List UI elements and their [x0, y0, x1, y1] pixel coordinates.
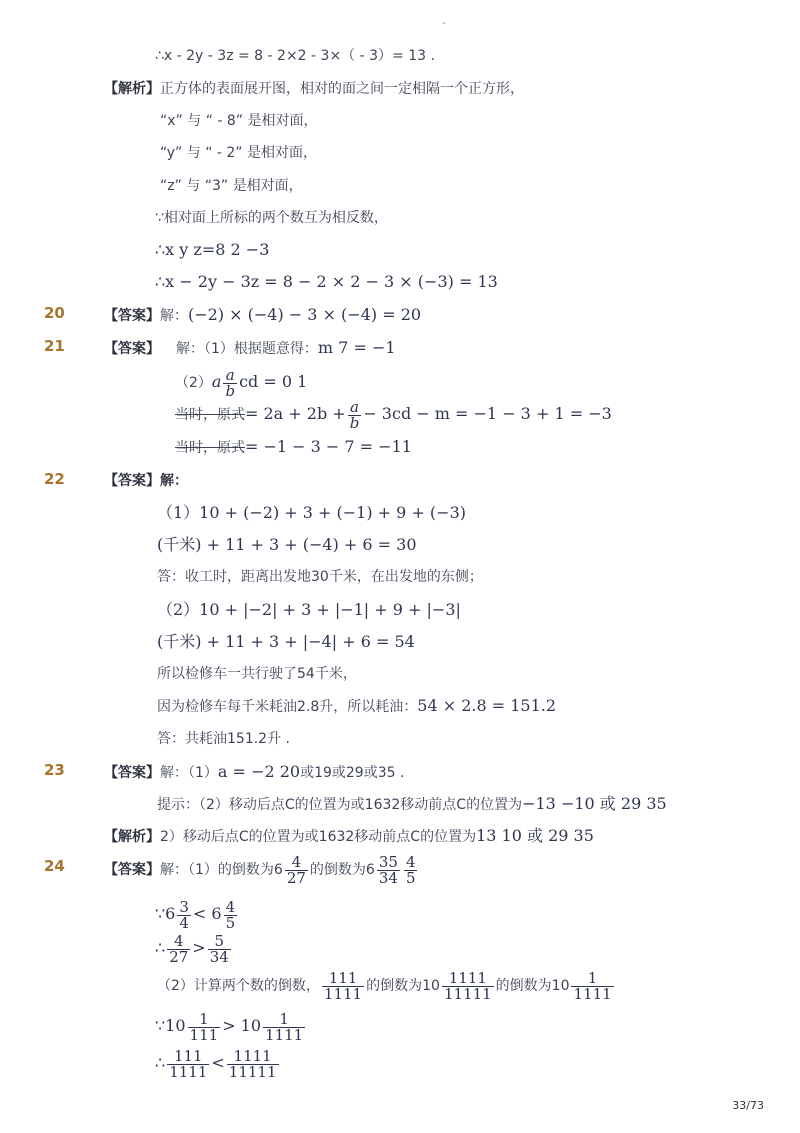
header-mark: -: [442, 16, 446, 29]
question-number-22: 22: [44, 470, 65, 488]
q22-line-8: 答：共耗油151.2升 .: [157, 731, 290, 747]
numerator: 1: [587, 968, 598, 987]
q24-l2-pre: ∵6: [155, 904, 176, 923]
q24-l6-pre: ∴: [155, 1053, 166, 1072]
q24-l4-mid1: 的倒数为10: [366, 978, 440, 994]
q24-line-2: [155, 896, 239, 933]
q23-line-3: [104, 826, 594, 847]
pair-z-line: “z” 与 “3” 是相对面，: [160, 178, 303, 194]
fraction-111-1111: [167, 1046, 209, 1081]
fraction-1-1111: [571, 968, 613, 1003]
fraction-111-1111: [322, 968, 364, 1003]
denominator: b: [349, 413, 360, 432]
analysis-intro: [104, 79, 524, 99]
q24-l5-pre: ∵10: [155, 1016, 186, 1035]
question-number-23: 23: [44, 761, 65, 779]
analysis-tag: 【解析】: [104, 81, 160, 97]
q21-l4-expr: = −1 − 3 − 7 = −11: [245, 437, 412, 456]
question-number-24: 24: [44, 857, 65, 875]
denominator: 1111: [573, 984, 612, 1003]
q23-l1-text: 解：（1）: [160, 765, 218, 781]
q23-l1-expr: a = −2 20: [217, 762, 301, 781]
q24-line-5: [155, 1008, 307, 1045]
q24-l1-text: 解：（1）的倒数为6: [160, 862, 283, 878]
q24-line-4: [157, 968, 616, 1004]
q21-line-4: [175, 437, 412, 458]
fraction-4-27: [285, 852, 308, 887]
q22-line-6: 所以检修车一共行驶了54千米，: [157, 666, 357, 682]
denominator: 34: [209, 947, 229, 966]
denominator: 1111: [323, 984, 363, 1003]
q22-line-5: (千米) + 11 + 3 + |−4| + 6 = 54: [157, 632, 415, 651]
fraction-a-over-b: [223, 365, 237, 400]
q22-l7-expr: 54 × 2.8 = 151.2: [417, 696, 557, 715]
denominator: 11111: [228, 1062, 277, 1081]
q23-line-2: [157, 794, 667, 815]
q23-l2-text: 提示：（2）移动后点C的位置为或1632移动前点C的位置为: [157, 797, 523, 813]
q22-line-1: （1）10 + (−2) + 3 + (−1) + 9 + (−3): [157, 503, 467, 522]
q22-l7-text: 因为检修车每千米耗油2.8升，所以耗油：: [157, 699, 418, 715]
q21-l2-a: a: [211, 372, 222, 391]
q24-l4-text: （2）计算两个数的倒数，: [157, 978, 320, 994]
numerator: 4: [225, 897, 236, 916]
q21-l4-text: 当时，原式: [175, 440, 245, 456]
denominator: 34: [378, 868, 398, 887]
numerator: 111: [173, 1046, 203, 1065]
q22-line-4: （2）10 + |−2| + 3 + |−1| + 9 + |−3|: [157, 600, 461, 619]
analysis-tag: 【解析】: [104, 829, 160, 845]
q24-line-6: [155, 1045, 281, 1082]
denominator: 111: [189, 1025, 219, 1044]
q21-l2-expr: cd = 0 1: [239, 372, 308, 391]
answer-tag: 【答案】: [104, 473, 160, 489]
numerator: a: [225, 365, 235, 384]
derivation-line-1: ∴x - 2y - 3z = 8 - 2×2 - 3×（ - 3）= 13 .: [155, 48, 435, 64]
page-number: 33/73: [732, 1099, 764, 1112]
numerator: 4: [291, 852, 302, 871]
fraction-1111-11111: [227, 1046, 279, 1081]
answer-tag: 【答案】: [104, 308, 160, 324]
question-number-20: 20: [44, 304, 65, 322]
denominator: 1111: [169, 1062, 208, 1081]
fraction-5-34: [208, 931, 231, 966]
q21-l1-text: 解：（1）根据题意得：: [176, 341, 318, 357]
fraction-1-111: [188, 1009, 221, 1044]
q23-line-1: [104, 762, 404, 783]
q21-line-3: [175, 398, 612, 431]
q24-l3-pre: ∴: [155, 938, 166, 957]
q22-header: [104, 471, 188, 491]
denominator: 4: [179, 913, 189, 932]
q20-jie: 解：: [160, 308, 188, 324]
q22-line-3: 答：收工时，距离出发地30千米，在出发地的东侧；: [157, 569, 483, 585]
numerator: 5: [214, 931, 224, 950]
numerator: 1: [199, 1009, 209, 1028]
pair-x-line: “x” 与 “ - 8” 是相对面，: [160, 113, 318, 129]
fraction-35-34: [377, 852, 400, 887]
q21-line-2: [175, 366, 307, 399]
q24-l4-mid2: 的倒数为10: [495, 978, 570, 994]
q23-l2-expr: −13 −10 或 29 35: [522, 794, 667, 813]
fraction-3-4: [177, 897, 191, 932]
numerator: 111: [328, 968, 358, 987]
q21-l1-expr: m 7 = −1: [317, 338, 396, 357]
q24-l3-mid: >: [192, 938, 206, 957]
q21-l3-expr2: − 3cd − m = −1 − 3 + 1 = −3: [363, 404, 612, 423]
fraction-1-1111: [263, 1009, 305, 1044]
fraction-4-5: [404, 852, 418, 887]
denominator: 11111: [443, 984, 492, 1003]
denominator: b: [225, 381, 236, 400]
fraction-a-over-b: [348, 397, 362, 432]
q23-l1-tail: 或19或29或35 .: [300, 765, 405, 781]
q24-l6-mid: <: [211, 1053, 225, 1072]
denominator: 27: [169, 947, 189, 966]
denominator: 5: [225, 913, 236, 932]
q24-l2-mid: < 6: [192, 904, 222, 923]
numerator: a: [350, 397, 359, 416]
fraction-4-5: [224, 897, 238, 932]
denominator: 27: [286, 868, 306, 887]
numerator: 35: [378, 852, 398, 871]
q24-line-1: [104, 852, 419, 888]
numerator: 4: [405, 852, 416, 871]
numerator: 4: [173, 931, 184, 950]
values-line: ∴x y z=8 2 −3: [155, 240, 270, 259]
q23-l3-text: 2）移动后点C的位置为或1632移动前点C的位置为: [160, 829, 477, 845]
q24-l1-mid: 的倒数为6: [309, 862, 375, 878]
answer-tag: 【答案】: [104, 765, 160, 781]
q20-answer: [104, 305, 421, 326]
q20-expression: (−2) × (−4) − 3 × (−4) = 20: [188, 305, 422, 324]
numerator: 1111: [448, 968, 487, 987]
numerator: 1111: [233, 1046, 272, 1065]
result-line: ∴x − 2y − 3z = 8 − 2 × 2 − 3 × (−3) = 13: [155, 272, 498, 291]
numerator: 3: [179, 897, 189, 916]
fraction-1111-11111: [442, 968, 494, 1003]
q24-l5-mid: > 10: [222, 1016, 262, 1035]
answer-tag: 【答案】: [104, 341, 160, 357]
q24-line-3: [155, 930, 233, 967]
q21-line-1: [104, 338, 396, 359]
q21-l3-expr: = 2a + 2b +: [245, 404, 346, 423]
pair-y-line: “y” 与 “ - 2” 是相对面，: [160, 145, 318, 161]
analysis-text: 正方体的表面展开图，相对的面之间一定相隔一个正方形，: [160, 81, 524, 97]
question-number-21: 21: [44, 337, 65, 355]
denominator: 5: [405, 868, 416, 887]
q22-jie: 解：: [160, 473, 188, 489]
answer-tag: 【答案】: [104, 862, 160, 878]
fraction-4-27: [167, 931, 190, 966]
denominator: 1111: [265, 1025, 304, 1044]
numerator: 1: [279, 1009, 289, 1028]
q22-line-7: [157, 696, 556, 717]
q22-line-2: (千米) + 11 + 3 + (−4) + 6 = 30: [157, 535, 417, 554]
q23-l3-expr: 13 10 或 29 35: [476, 826, 594, 845]
q21-l2-text: （2）: [175, 375, 212, 391]
q21-l3-text: 当时，原式: [175, 407, 245, 423]
opposite-numbers-line: ∵相对面上所标的两个数互为相反数，: [155, 210, 388, 226]
